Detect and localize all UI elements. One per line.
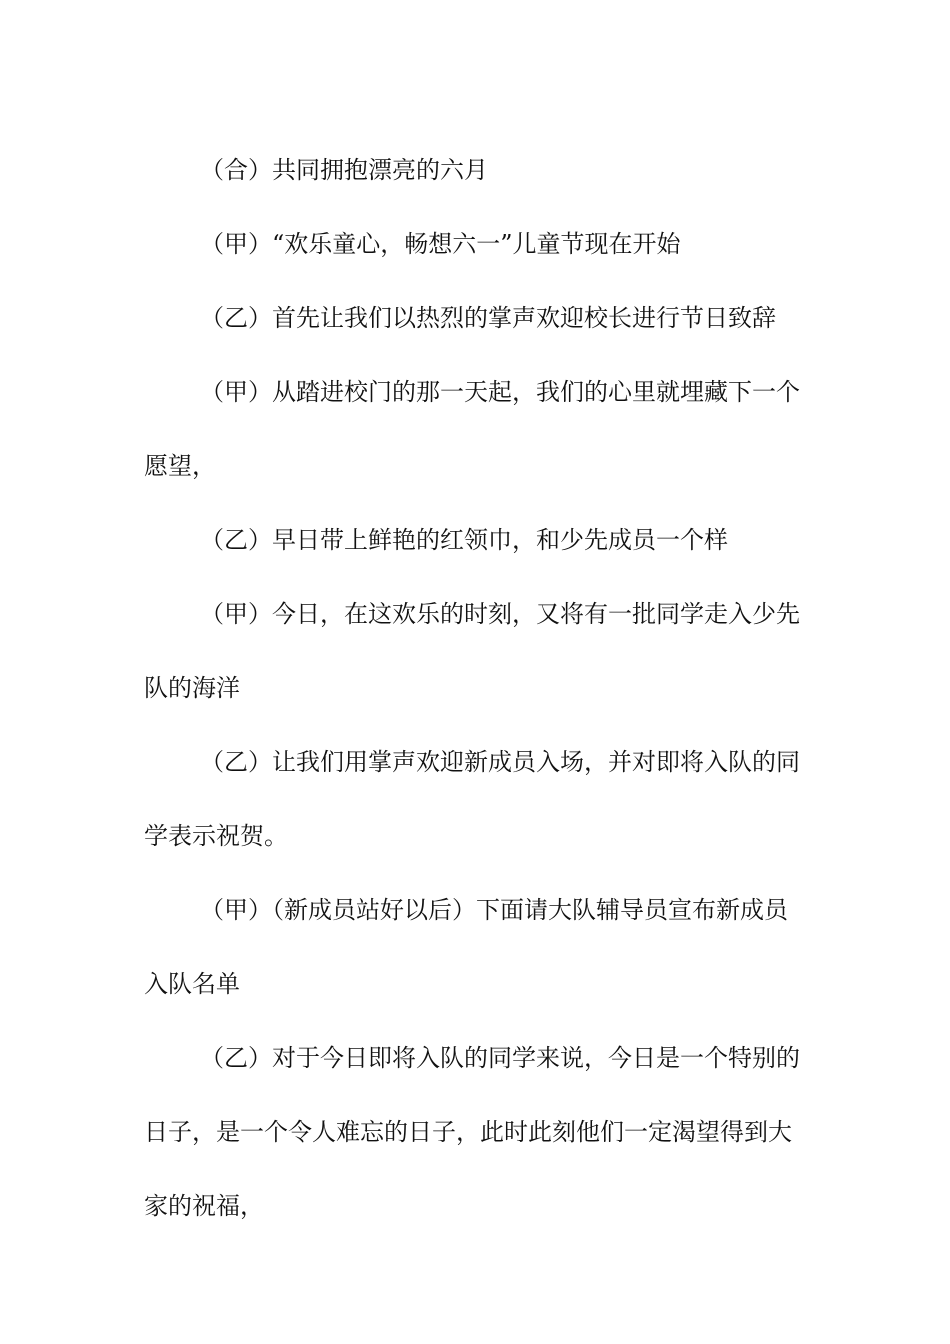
paragraph-5: （乙）早日带上鲜艳的红领巾，和少先成员一个样 — [200, 526, 728, 554]
paragraph-1: （合）共同拥抱漂亮的六月 — [200, 156, 488, 184]
paragraph-2: （甲）“欢乐童心，畅想六一”儿童节现在开始 — [200, 230, 681, 258]
document-body — [144, 133, 809, 1243]
paragraph-7: （乙）让我们用掌声欢迎新成员入场，并对即将入队的同 学表示祝贺。 — [144, 748, 800, 850]
paragraph-9: （乙）对于今日即将入队的同学来说，今日是一个特别的 日子，是一个令人难忘的日子，此时此刻他们一定渴望得到大 家的祝福， — [144, 1044, 800, 1220]
paragraph-4: （甲）从踏进校门的那一天起，我们的心里就埋藏下一个 愿望， — [144, 378, 800, 480]
paragraph-8: （甲）（新成员站好以后）下面请大队辅导员宣布新成员 入队名单 — [144, 896, 788, 998]
paragraph-6: （甲）今日，在这欢乐的时刻，又将有一批同学走入少先 队的海洋 — [144, 600, 800, 702]
paragraph-3: （乙）首先让我们以热烈的掌声欢迎校长进行节日致辞 — [200, 304, 776, 332]
